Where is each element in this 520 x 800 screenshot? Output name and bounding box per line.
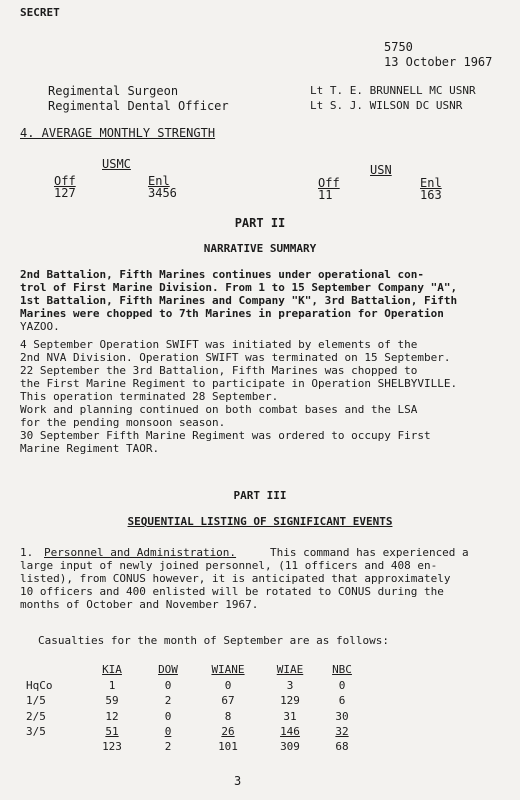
usmc-off-value: 127: [54, 186, 76, 200]
narrative-line: 30 September Fifth Marine Regiment was ordered to occupy First: [20, 429, 431, 442]
personnel-line: large input of newly joined personnel, (11 officers and 408 en-: [20, 559, 438, 572]
part3-subtitle: SEQUENTIAL LISTING OF SIGNIFICANT EVENTS: [127, 515, 393, 528]
usmc-label: USMC: [102, 157, 131, 171]
cell-value: 0: [224, 679, 232, 692]
role-1: Regimental Surgeon: [48, 84, 179, 98]
casualties-intro: Casualties for the month of September are as follows:: [38, 634, 389, 647]
personnel-line: This command has experienced a: [270, 546, 469, 559]
row-label: 1/5: [26, 694, 46, 707]
narrative-line: trol of First Marine Division. From 1 to 15 September Company "A",: [20, 281, 458, 294]
cell-value: 51: [105, 725, 119, 738]
cell-value: 12: [105, 710, 119, 723]
usn-off-value: 11: [318, 188, 333, 202]
cell-value: 32: [335, 725, 349, 738]
cell-value: 8: [224, 710, 232, 723]
page-number: 3: [234, 774, 242, 788]
row-label: HqCo: [26, 679, 53, 692]
col-header-nbc: NBC: [332, 663, 352, 676]
narrative-line: 4 September Operation SWIFT was initiated by elements of the: [20, 338, 418, 351]
cell-value: 3: [286, 679, 294, 692]
total-value: 2: [164, 740, 172, 753]
strength-heading: 4. AVERAGE MONTHLY STRENGTH: [20, 126, 216, 140]
officer-1: Lt T. E. BRUNNELL MC USNR: [310, 84, 476, 97]
usn-enl-label: Enl: [420, 176, 442, 190]
personnel-line: months of October and November 1967.: [20, 598, 259, 611]
narrative-line: the First Marine Regiment to participate in Operation SHELBYVILLE.: [20, 377, 458, 390]
cell-value: 2: [164, 694, 172, 707]
part3-title: PART III: [233, 489, 287, 502]
doc-date: 13 October 1967: [384, 55, 493, 69]
narrative-line: This operation terminated 28 September.: [20, 390, 279, 403]
cell-value: 26: [221, 725, 235, 738]
total-value: 123: [102, 740, 122, 753]
total-value: 101: [218, 740, 238, 753]
part2-subtitle: NARRATIVE SUMMARY: [203, 242, 317, 255]
doc-number: 5750: [384, 40, 413, 54]
personnel-line: 10 officers and 400 enlisted will be rotated to CONUS during the: [20, 585, 444, 598]
cell-value: 0: [164, 725, 172, 738]
narrative-line: 1st Battalion, Fifth Marines and Company "K", 3rd Battalion, Fifth: [20, 294, 458, 307]
total-value: 68: [335, 740, 349, 753]
narrative-line: 22 September the 3rd Battalion, Fifth Marines was chopped to: [20, 364, 418, 377]
part2-title: PART II: [234, 216, 286, 230]
classification-marking: SECRET: [20, 6, 60, 19]
personnel-line: listed), from CONUS however, it is anticipated that approximately: [20, 572, 451, 585]
usmc-off-label: Off: [54, 174, 76, 188]
usmc-enl-value: 3456: [148, 186, 177, 200]
narrative-line: YAZOO.: [20, 320, 60, 333]
row-label: 3/5: [26, 725, 46, 738]
col-header-wiane: WIANE: [211, 663, 245, 676]
col-header-dow: DOW: [158, 663, 178, 676]
cell-value: 129: [280, 694, 300, 707]
narrative-line: for the pending monsoon season.: [20, 416, 226, 429]
cell-value: 0: [338, 679, 346, 692]
narrative-line: Marine Regiment TAOR.: [20, 442, 160, 455]
role-2: Regimental Dental Officer: [48, 99, 229, 113]
cell-value: 31: [283, 710, 297, 723]
row-label: 2/5: [26, 710, 46, 723]
col-header-wiae: WIAE: [276, 663, 304, 676]
cell-value: 146: [280, 725, 300, 738]
cell-value: 30: [335, 710, 349, 723]
narrative-line: Marines were chopped to 7th Marines in preparation for Operation: [20, 307, 444, 320]
cell-value: 59: [105, 694, 119, 707]
usn-off-label: Off: [318, 176, 340, 190]
cell-value: 0: [164, 679, 172, 692]
usmc-enl-label: Enl: [148, 174, 170, 188]
col-header-kia: KIA: [102, 663, 122, 676]
cell-value: 6: [338, 694, 346, 707]
narrative-line: 2nd NVA Division. Operation SWIFT was terminated on 15 September.: [20, 351, 451, 364]
narrative-line: 2nd Battalion, Fifth Marines continues under operational con-: [20, 268, 424, 281]
cell-value: 67: [221, 694, 235, 707]
usn-enl-value: 163: [420, 188, 442, 202]
officer-2: Lt S. J. WILSON DC USNR: [310, 99, 463, 112]
item-number: 1.: [20, 546, 34, 559]
total-value: 309: [280, 740, 300, 753]
cell-value: 0: [164, 710, 172, 723]
item-heading: Personnel and Administration.: [44, 546, 237, 559]
usn-label: USN: [370, 163, 392, 177]
cell-value: 1: [108, 679, 116, 692]
narrative-line: Work and planning continued on both combat bases and the LSA: [20, 403, 418, 416]
